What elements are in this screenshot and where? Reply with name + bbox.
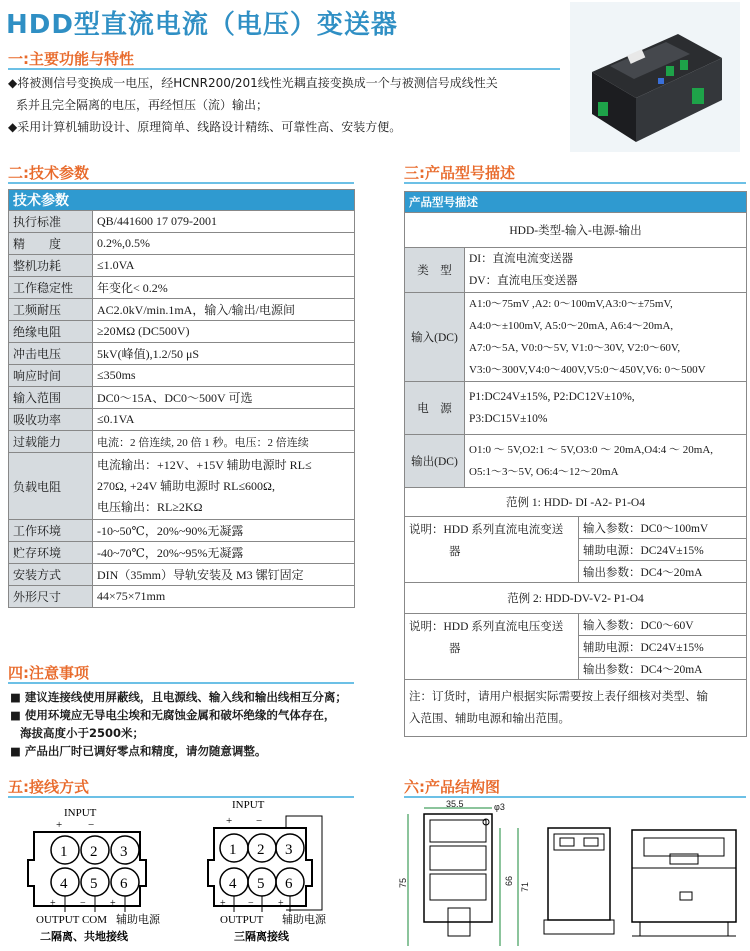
wiring-input-label: INPUT <box>64 807 97 819</box>
section-underline <box>404 182 746 184</box>
terminal-3: 3 <box>120 844 128 860</box>
section-heading-model: 三:产品型号描述 <box>404 164 515 182</box>
power-label: 电 源 <box>405 382 465 435</box>
table-row: 工频耐压 AC2.0kV/min.1mA，输入/输出/电源间 <box>9 299 355 321</box>
table-row: 绝缘电阻 ≥20MΩ (DC500V) <box>9 321 355 343</box>
svg-text:−: − <box>256 815 263 827</box>
feature-line: 系并且完全隔离的电压，再经恒压（流）输出； <box>16 98 269 112</box>
terminal-4: 4 <box>229 876 237 892</box>
model-table: 产品型号描述 HDD-类型-输入-电源-输出 类 型 DI：直流电流变送器 DV：直流电压变送器 输入(DC) A1:0～75mV ,A2: 0～100mV,A3:0～±75mV, A4:0～±100mV, A5:0～20mA, A6:4～20mA, A7:0～5A, V0:0～5V, V1:0～30V, V2:0～60V, V3:0～300V,V4:0～400V,V5:0～450V,V6: 0～500V 电 源 P1:DC24V±15%, P2:DC12V±10%, P3:DC15V±10% 输出(DC) O1:0 ～ 5V,O2:1 ～ 5V,O3:0 ～ 20mA,O4:4 ～ 20mA, O5:1～3～5V, O6:4～12～20mA 范例 1: HDD- DI -A2- P1-O4 说明：HDD 系列直流电流变送 器 输入参数：DC0～100mV 辅助电源：DC24V±15% 输出参数：DC4～20mA 范例 2: HDD-DV-V2- P1-O4 说明：HDD 系列直流电压变送 器 输入参数：DC0～60V 辅助电源：DC24V±15% 输出参数：DC4～20mA 注：订货时，请用户根据实际需要按上表仔细核对类型、输 入范围、辅助电源和输出范围。 <box>404 191 747 737</box>
table-row: 吸收功率 ≤0.1VA <box>9 409 355 431</box>
notes-list <box>10 688 390 760</box>
model-header: 产品型号描述 <box>405 192 747 213</box>
list-item: 海拔高度小于2500米； <box>20 726 145 740</box>
table-row: 冲击电压 5kV(峰值),1.2/50 μS <box>9 343 355 365</box>
svg-text:+: + <box>278 898 284 909</box>
wiring-input-label: INPUT <box>232 799 265 811</box>
dim-hole: φ3 <box>494 802 505 812</box>
example2-title: 范例 2: HDD-DV-V2- P1-O4 <box>405 583 747 614</box>
table-row: 负载电阻 电流输出：+12V、+15V 辅助电源时 RL≤ 270Ω, +24V 辅助电源时 RL≤600Ω, 电压输出：RL≥2KΩ <box>9 453 355 520</box>
terminal-5: 5 <box>257 876 265 892</box>
table-row: 整机功耗 ≤1.0VA <box>9 255 355 277</box>
front-view <box>398 799 514 946</box>
wiring-caption-1: 二隔离、共地接线 <box>40 931 128 943</box>
spec-table <box>8 189 355 608</box>
wiring-diagram-three-isolation <box>208 799 327 943</box>
section-heading-features: 一:主要功能与特性 <box>8 50 134 68</box>
type-label: 类 型 <box>405 248 465 293</box>
svg-text:+: + <box>50 898 56 909</box>
table-row: 精 度 0.2%,0.5% <box>9 233 355 255</box>
page-title: HDD型直流电流（电压）变送器 <box>6 10 398 40</box>
feature-line: ◆采用计算机辅助设计、原理简单、线路设计精练、可靠性高、安装方便。 <box>8 120 402 134</box>
svg-text:+: + <box>226 815 233 827</box>
dim-inner: 66 <box>504 875 514 886</box>
output-label: 输出(DC) <box>405 435 465 488</box>
wiring-aux-label: 辅助电源 <box>116 914 160 926</box>
svg-text:+: + <box>110 898 116 909</box>
model-code: HDD-类型-输入-电源-输出 <box>405 213 747 248</box>
table-row: 工作稳定性 年变化< 0.2% <box>9 277 355 299</box>
table-row: 贮存环境 -40~70℃，20%~95%无凝露 <box>9 542 355 564</box>
svg-text:−: − <box>88 819 95 831</box>
list-item: ■ 产品出厂时已调好零点和精度，请勿随意调整。 <box>10 744 267 758</box>
section-heading-notes: 四:注意事项 <box>8 664 89 682</box>
table-row: 过载能力 电流：2 倍连续, 20 倍 1 秒。电压：2 倍连续 <box>9 431 355 453</box>
terminal-1: 1 <box>60 844 68 860</box>
svg-text:−: − <box>248 898 254 909</box>
svg-text:+: + <box>56 819 63 831</box>
features-list <box>8 72 568 138</box>
table-row: 响应时间 ≤350ms <box>9 365 355 387</box>
wiring-diagram-common-ground <box>28 807 161 943</box>
table-row: 输入范围 DC0～15A、DC0～500V 可选 <box>9 387 355 409</box>
terminal-2: 2 <box>257 842 265 858</box>
section-underline <box>8 182 354 184</box>
terminal-5: 5 <box>90 876 98 892</box>
table-row: 安装方式 DIN（35mm）导轨安装及 M3 镙钉固定 <box>9 564 355 586</box>
feature-line: ◆将被测信号变换成一电压，经HCNR200/201线性光耦直接变换成一个与被测信号成线性关 <box>8 76 498 90</box>
wiring-diagrams <box>20 798 360 948</box>
wiring-caption-2: 三隔离接线 <box>234 931 289 943</box>
order-note: 注：订货时，请用户根据实际需要按上表仔细核对类型、输 <box>409 691 708 703</box>
list-item: ■ 使用环境应无导电尘埃和无腐蚀金属和破坏绝缘的气体存在， <box>10 708 336 722</box>
table-row: 外形尺寸 44×75×71mm <box>9 586 355 608</box>
wiring-aux-label: 辅助电源 <box>282 914 326 926</box>
list-item: ■ 建议连接线使用屏蔽线，且电源线、输入线和输出线相互分离； <box>10 690 347 704</box>
structure-drawings <box>394 798 748 948</box>
terminal-2: 2 <box>90 844 98 860</box>
dim-height: 75 <box>398 877 408 888</box>
terminal-1: 1 <box>229 842 237 858</box>
section-heading-structure: 六:产品结构图 <box>404 778 500 796</box>
terminal-6: 6 <box>120 876 128 892</box>
example1-title: 范例 1: HDD- DI -A2- P1-O4 <box>405 488 747 517</box>
table-row: 执行标准 QB/441600 17 079-2001 <box>9 211 355 233</box>
input-label: 输入(DC) <box>405 293 465 382</box>
terminal-6: 6 <box>285 876 293 892</box>
svg-text:−: − <box>80 898 86 909</box>
wiring-output-com-label: OUTPUT COM <box>36 914 108 926</box>
section-heading-wiring: 五:接线方式 <box>8 778 89 796</box>
svg-text:+: + <box>220 898 226 909</box>
section-underline <box>8 682 354 684</box>
wiring-output-label: OUTPUT <box>220 914 264 926</box>
side-view <box>518 828 614 946</box>
transmitter-image <box>570 2 740 152</box>
spec-header: 技术参数 <box>9 190 355 211</box>
table-row: 工作环境 -10~50℃，20%~90%无凝露 <box>9 520 355 542</box>
section-underline <box>8 68 560 70</box>
product-photo <box>570 2 740 152</box>
section-heading-spec: 二:技术参数 <box>8 164 89 182</box>
dim-depth: 71 <box>520 881 530 892</box>
terminal-3: 3 <box>285 842 293 858</box>
dim-width: 35.5 <box>446 799 464 809</box>
end-view <box>632 830 736 936</box>
terminal-4: 4 <box>60 876 68 892</box>
